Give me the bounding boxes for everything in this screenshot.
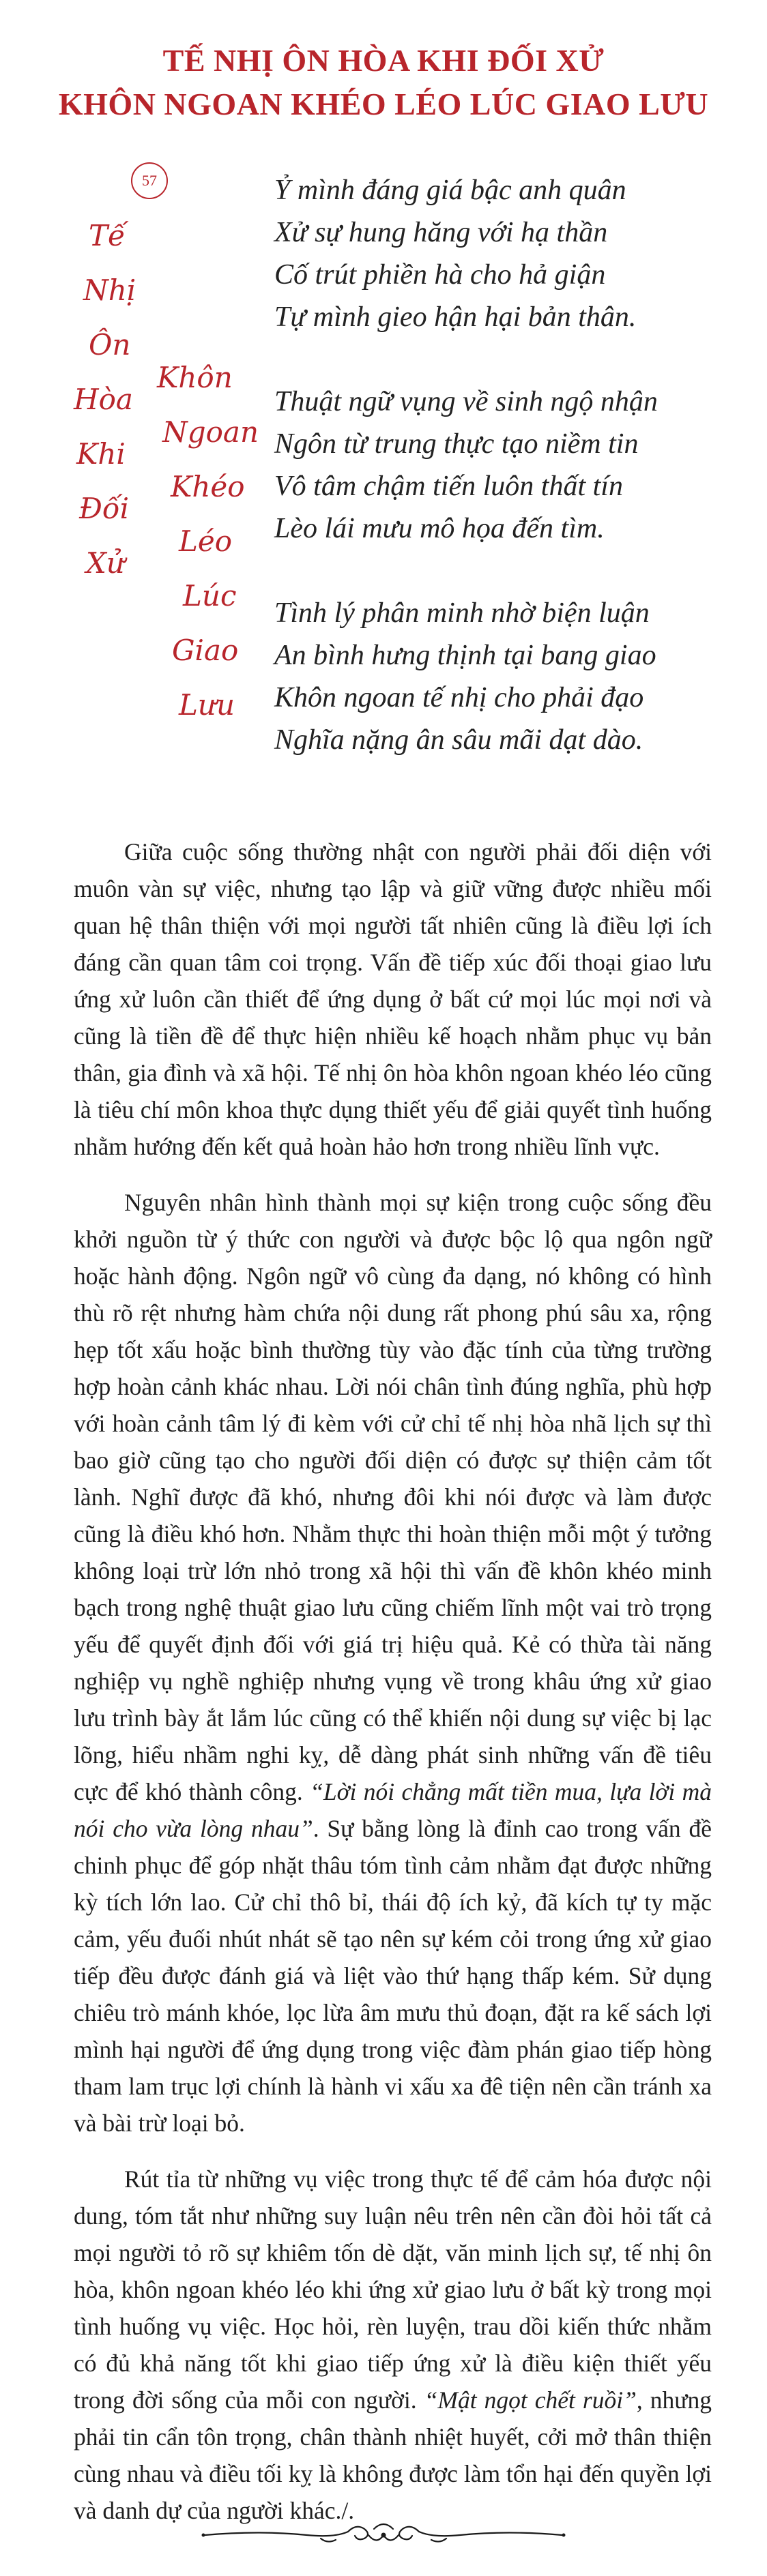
vertical-word-right: Khéo (171, 470, 245, 503)
poem-line: Ỷ mình đáng giá bậc anh quân (274, 175, 626, 206)
poem-line: Ngôn từ trung thực tạo niềm tin (274, 428, 639, 460)
poem-stanza (274, 592, 752, 761)
paragraph-2-text: Nguyên nhân hình thành mọi sự kiện trong cuộc sống đều khởi nguồn từ ý thức con người và được bộc lộ qua ngôn ngữ hoặc hành động. Ngôn ngữ vô cùng đa dạng, nó không có hình thù rõ rệt nhưng hàm chứa nội dung rất phong phú sâu xa, rộng hẹp tốt xấu hoặc bình thường tùy vào đặc tính của từng trường hợp hoàn cảnh khác nhau. Lời nói chân tình đúng nghĩa, phù hợp với hoàn cảnh tâm lý đi kèm với cử chỉ tế nhị hòa nhã lịch sự thì bao giờ cũng tạo cho người đối diện có được sự thiện cảm tốt lành. Nghĩ được đã khó, nhưng đôi khi nói được và làm được cũng là điều khó hơn. Nhằm thực thi hoàn thiện mỗi một ý tưởng không loại trừ lớn nhỏ trong xã hội thì vấn đề khôn khéo minh bạch trong nghệ thuật giao lưu cũng chiếm lĩnh một vai trò trọng yếu để quyết định đối với giá trị hiệu quả. Kẻ có thừa tài năng nghiệp vụ nghề nghiệp nhưng vụng về trong khâu ứng xử giao lưu trình bày ắt lắm lúc cũng có thể khiến nội dung sự việc bị lạc lõng, hiểu nhầm nghi kỵ, dễ dàng phát sinh những vấn đề tiêu cực để khó thành công. (74, 1189, 712, 1805)
poem-number-badge: 57 (131, 162, 168, 199)
vertical-word-left: Đối (79, 492, 130, 525)
poem-line: Nghĩa nặng ân sâu mãi dạt dào. (274, 724, 643, 756)
poem-line: An bình hưng thịnh tại bang giao (274, 640, 656, 671)
poem-line: Tình lý phân minh nhờ biện luận (274, 597, 650, 629)
proverb-quote: “Mật ngọt chết ruồi” (424, 2386, 637, 2414)
vertical-word-left: Xử (86, 546, 125, 580)
proverb-quote: “Lời nói chẳng mất tiền mua, lựa lời mà nói cho vừa lòng nhau” (74, 1778, 712, 1842)
essay-body (74, 833, 712, 2548)
vertical-word-right: Ngoan (162, 415, 259, 449)
poem-line: Vô tâm chậm tiến luôn thất tín (274, 471, 623, 502)
vertical-word-left: Khi (76, 437, 126, 471)
vertical-word-right: Khôn (157, 361, 233, 394)
paragraph-2 (74, 1184, 712, 2142)
poem-line: Thuật ngữ vụng về sinh ngộ nhận (274, 386, 658, 417)
paragraph-3 (74, 2161, 712, 2529)
vertical-word-right: Léo (179, 524, 233, 558)
paragraph-3-text-cont: , nhưng phải tin cẩn tôn trọng, chân thành nhiệt huyết, cởi mở thân thiện cùng nhau và điều tối kỵ là không được làm tổn hại đến quyền lợi và danh dự của người khác./. (74, 2386, 712, 2524)
paragraph-2-text-cont: . Sự bằng lòng là đỉnh cao trong vấn đề chinh phục để góp nhặt thâu tóm tình cảm nhằm đạt được những kỳ tích lớn lao. Cử chỉ thô bỉ, thái độ ích kỷ, đã kích tự ty mặc cảm, yếu đuối nhút nhát sẽ tạo nên sự kém cỏi trong ứng xử giao tiếp đều được đánh giá và liệt vào thứ hạng thấp kém. Sử dụng chiêu trò mánh khóe, lọc lừa âm mưu thủ đoạn, đặt ra kế sách lợi mình hại người để ứng dụng trong việc đàm phán giao tiếp hòng tham lam trục lợi chính là hành vi xấu xa đê tiện nên cần tránh xa và bài trừ loại bỏ. (74, 1815, 712, 2137)
poem (274, 169, 752, 803)
poem-line: Lèo lái mưu mô họa đến tìm. (274, 513, 605, 544)
title-line-1: TẾ NHỊ ÔN HÒA KHI ĐỐI XỬ (162, 43, 605, 78)
poem-stanza (274, 169, 752, 338)
poem-line: Khôn ngoan tế nhị cho phải đạo (274, 682, 644, 713)
poem-line: Tự mình gieo hận hại bản thân. (274, 301, 637, 333)
vertical-word-right: Lúc (183, 579, 237, 612)
poem-line: Xử sự hung hăng với hạ thần (274, 217, 608, 248)
paragraph-3-text: Rút tỉa từ những vụ việc trong thực tế để cảm hóa được nội dung, tóm tắt như những suy luận nêu trên nên cần đòi hỏi tất cả mọi người tỏ rõ sự khiêm tốn dè dặt, văn minh lịch sự, tế nhị ôn hòa, khôn ngoan khéo léo khi ứng xử giao lưu ở bất kỳ trong mọi tình huống vụ việc. Học hỏi, rèn luyện, trau dồi kiến thức nhằm có đủ khả năng tốt khi giao tiếp ứng xử là điều kiện thiết yếu trong đời sống của mỗi con người. (74, 2165, 712, 2414)
vertical-word-left: Nhị (83, 273, 136, 307)
vertical-word-right: Lưu (179, 688, 235, 722)
ornament-divider-icon (0, 2518, 767, 2552)
vertical-word-right: Giao (172, 634, 239, 667)
vertical-word-left: Tế (89, 219, 126, 252)
poem-line: Cố trút phiền hà cho hả giận (274, 259, 606, 291)
vertical-word-left: Hòa (74, 383, 133, 416)
vertical-word-left: Ôn (89, 328, 131, 361)
title-line-2: KHÔN NGOAN KHÉO LÉO LÚC GIAO LƯU (58, 87, 709, 121)
poem-stanza (274, 381, 752, 550)
paragraph-1: Giữa cuộc sống thường nhật con người phải đối diện với muôn vàn sự việc, nhưng tạo lập và giữ vững được nhiều mối quan hệ thân thiện với mọi người tất nhiên cũng là điều lợi ích đáng cần quan tâm coi trọng. Vấn đề tiếp xúc đối thoại giao lưu ứng xử luôn cần thiết để ứng dụng ở bất cứ mọi lúc mọi nơi và cũng là tiền đề để thực hiện nhiều kế hoạch nhằm phục vụ bản thân, gia đình và xã hội. Tế nhị ôn hòa khôn ngoan khéo léo cũng là tiêu chí môn khoa thực dụng thiết yếu để giải quyết tình huống nhằm hướng đến kết quả hoàn hảo hơn trong nhiều lĩnh vực. (74, 838, 712, 1160)
